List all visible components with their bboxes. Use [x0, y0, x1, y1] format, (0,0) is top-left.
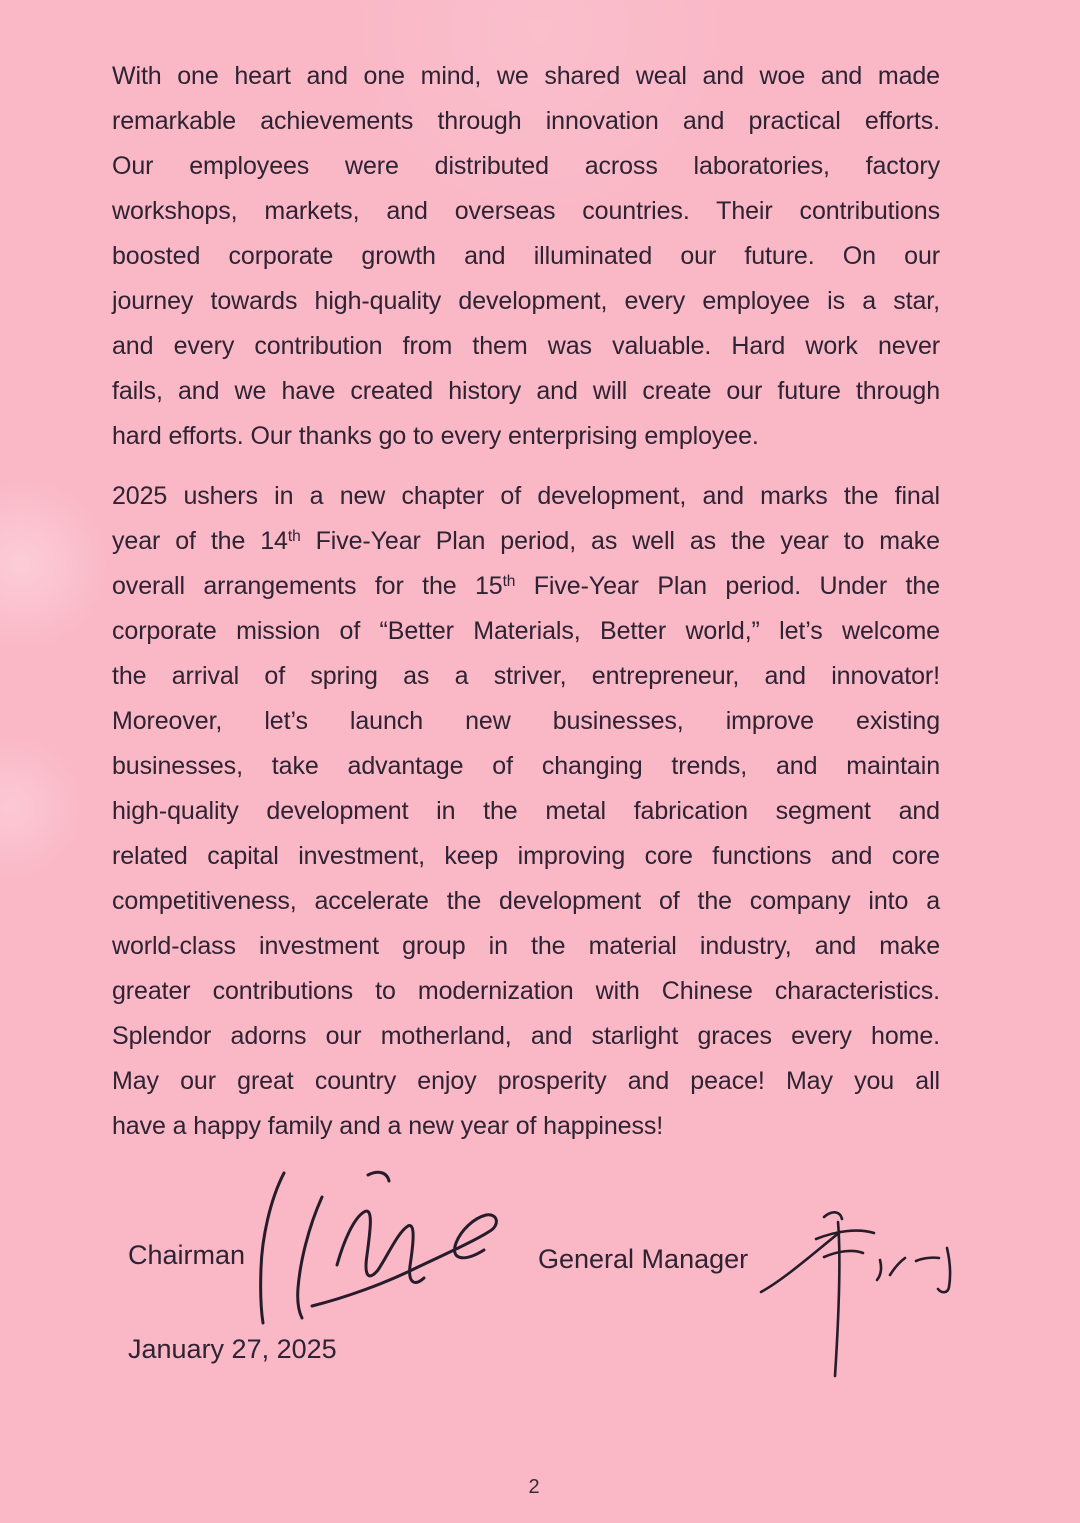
paragraph-line: corporate mission of “Better Materials, Better world,” let’s welcome: [112, 617, 940, 645]
paragraph-line: competitiveness, accelerate the development of the company into a: [112, 887, 940, 915]
paragraph-line: hard efforts. Our thanks go to every enterprising employee.: [112, 422, 759, 450]
paragraph-line: journey towards high-quality development, every employee is a star,: [112, 287, 940, 315]
paragraph: [112, 474, 940, 1149]
paragraph-line: businesses, take advantage of changing trends, and maintain: [112, 752, 940, 780]
paragraph-line: boosted corporate growth and illuminated our future. On our: [112, 242, 940, 270]
chairman-label: Chairman: [128, 1240, 246, 1270]
paragraph-line: the arrival of spring as a striver, entrepreneur, and innovator!: [112, 662, 940, 690]
chairman-signature: [252, 1170, 504, 1328]
paragraph-line: and every contribution from them was valuable. Hard work never: [112, 332, 940, 360]
paragraph-line: Splendor adorns our motherland, and starlight graces every home.: [112, 1022, 940, 1050]
paragraph-line: With one heart and one mind, we shared weal and woe and made: [112, 62, 940, 90]
paragraph: [112, 54, 940, 459]
paragraph-line: 2025 ushers in a new chapter of development, and marks the final: [112, 482, 940, 510]
letter-body: [112, 54, 940, 1149]
paragraph-line: greater contributions to modernization with Chinese characteristics.: [112, 977, 940, 1005]
paragraph-line: fails, and we have created history and will create our future through: [112, 377, 940, 405]
paragraph-line: Moreover, let’s launch new businesses, improve existing: [112, 707, 940, 735]
paragraph-line: remarkable achievements through innovation and practical efforts.: [112, 107, 940, 135]
paragraph-line: related capital investment, keep improving core functions and core: [112, 842, 940, 870]
page-number: 2: [528, 1476, 540, 1498]
paragraph-line: have a happy family and a new year of happiness!: [112, 1112, 664, 1140]
paragraph-line: workshops, markets, and overseas countries. Their contributions: [112, 197, 940, 225]
date: January 27, 2025: [128, 1334, 337, 1364]
general-manager-label: General Manager: [538, 1244, 749, 1274]
paragraph-line: high-quality development in the metal fabrication segment and: [112, 797, 940, 825]
paragraph-line: world-class investment group in the material industry, and make: [112, 932, 940, 960]
paragraph-line: Our employees were distributed across laboratories, factory: [112, 152, 940, 180]
paragraph-line: May our great country enjoy prosperity and peace! May you all: [112, 1067, 940, 1095]
paragraph-line: year of the 14th Five-Year Plan period, as well as the year to make: [112, 527, 940, 555]
general-manager-signature: [758, 1208, 970, 1380]
paragraph-line: overall arrangements for the 15th Five-Year Plan period. Under the: [112, 572, 940, 600]
